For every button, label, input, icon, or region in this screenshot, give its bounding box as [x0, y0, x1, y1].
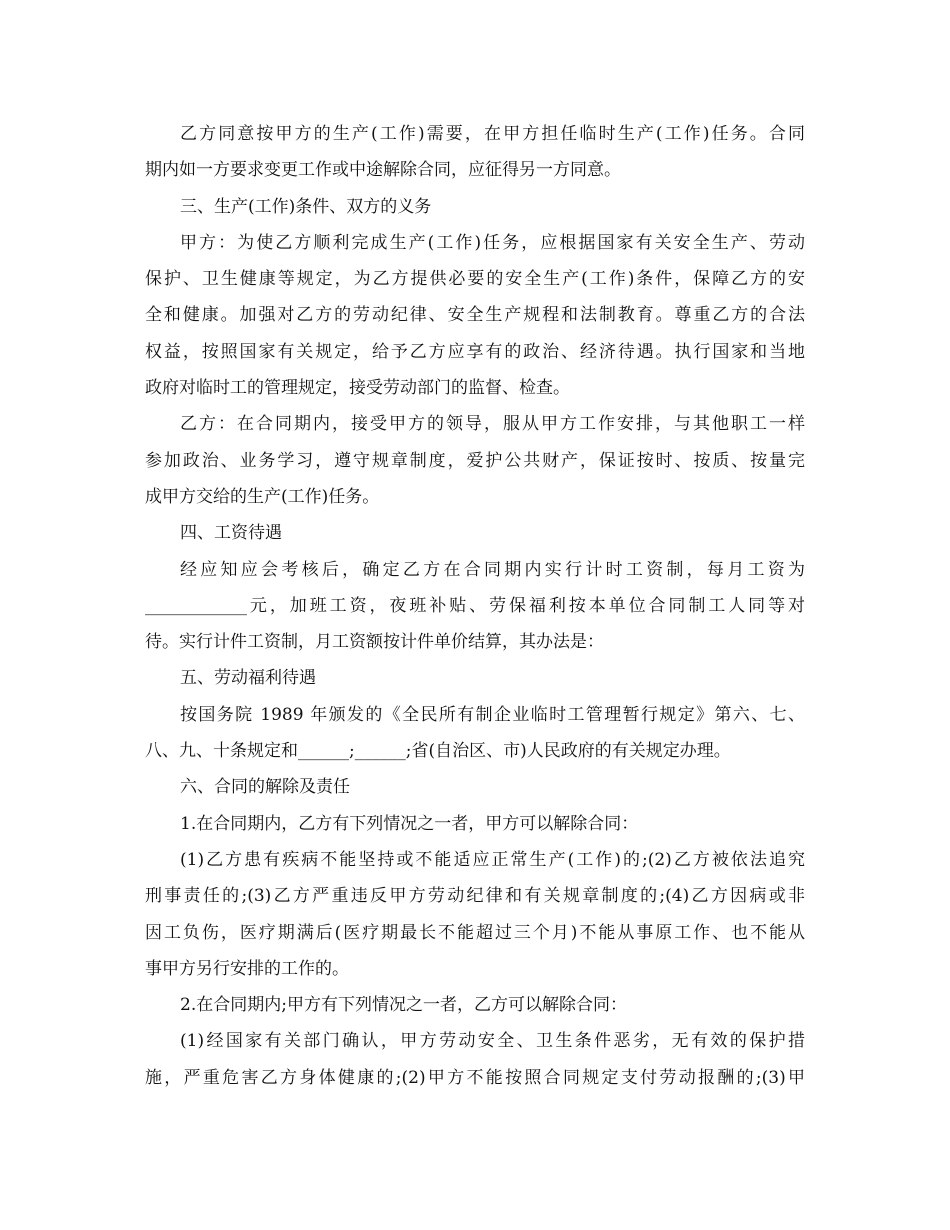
text-line: 因工负伤，医疗期满后(医疗期最长不能超过三个月)不能从事原工作、也不能从 — [145, 922, 805, 943]
text-line: 2.在合同期内;甲方有下列情况之一者，乙方可以解除合同： — [180, 995, 627, 1016]
text-line: 八、九、十条规定和______;______;省(自治区、市)人民政府的有关规定办理。 — [145, 741, 731, 762]
text-line: 期内如一方要求变更工作或中途解除合同，应征得另一方同意。 — [145, 160, 621, 181]
text-line: 按国务院 1989 年颁发的《全民所有制企业临时工管理暂行规定》第六、七、 — [180, 704, 805, 725]
section-heading: 六、合同的解除及责任 — [180, 777, 350, 798]
text-line: 全和健康。加强对乙方的劳动纪律、安全生产规程和法制教育。尊重乙方的合法 — [145, 305, 805, 326]
text-line: 事甲方另行安排的工作的。 — [145, 958, 349, 979]
text-line: 参加政治、业务学习，遵守规章制度，爱护公共财产，保证按时、按质、按量完 — [145, 450, 805, 471]
text-line: 乙方：在合同期内，接受甲方的领导，服从甲方工作安排，与其他职工一样 — [180, 414, 805, 435]
section-heading: 三、生产(工作)条件、双方的义务 — [180, 196, 432, 217]
text-line: 施，严重危害乙方身体健康的;(2)甲方不能按照合同规定支付劳动报酬的;(3)甲 — [145, 1067, 805, 1088]
text-line: 待。实行计件工资制，月工资额按计件单价结算，其办法是： — [145, 632, 604, 653]
text-line: 成甲方交给的生产(工作)任务。 — [145, 486, 380, 507]
text-line: 甲方：为使乙方顺利完成生产(工作)任务，应根据国家有关安全生产、劳动 — [180, 232, 805, 253]
section-heading: 四、工资待遇 — [180, 523, 282, 544]
text-line: ____________元，加班工资，夜班补贴、劳保福利按本单位合同制工人同等对 — [145, 595, 805, 616]
text-line: 权益，按照国家有关规定，给予乙方应享有的政治、经济待遇。执行国家和当地 — [145, 341, 805, 362]
text-line: 保护、卫生健康等规定，为乙方提供必要的安全生产(工作)条件，保障乙方的安 — [145, 269, 805, 290]
text-line: (1)乙方患有疾病不能坚持或不能适应正常生产(工作)的;(2)乙方被依法追究 — [180, 849, 805, 870]
text-line: 政府对临时工的管理规定，接受劳动部门的监督、检查。 — [145, 378, 570, 399]
text-line: 乙方同意按甲方的生产(工作)需要，在甲方担任临时生产(工作)任务。合同 — [180, 124, 805, 144]
text-line: 1.在合同期内，乙方有下列情况之一者，甲方可以解除合同： — [180, 813, 639, 834]
section-heading: 五、劳动福利待遇 — [180, 668, 316, 689]
text-line: 经应知应会考核后，确定乙方在合同期内实行计时工资制，每月工资为 — [180, 559, 805, 580]
text-line: 刑事责任的;(3)乙方严重违反甲方劳动纪律和有关规章制度的;(4)乙方因病或非 — [145, 886, 805, 907]
text-line: (1)经国家有关部门确认，甲方劳动安全、卫生条件恶劣，无有效的保护措 — [180, 1031, 805, 1052]
document-body — [145, 116, 805, 1096]
